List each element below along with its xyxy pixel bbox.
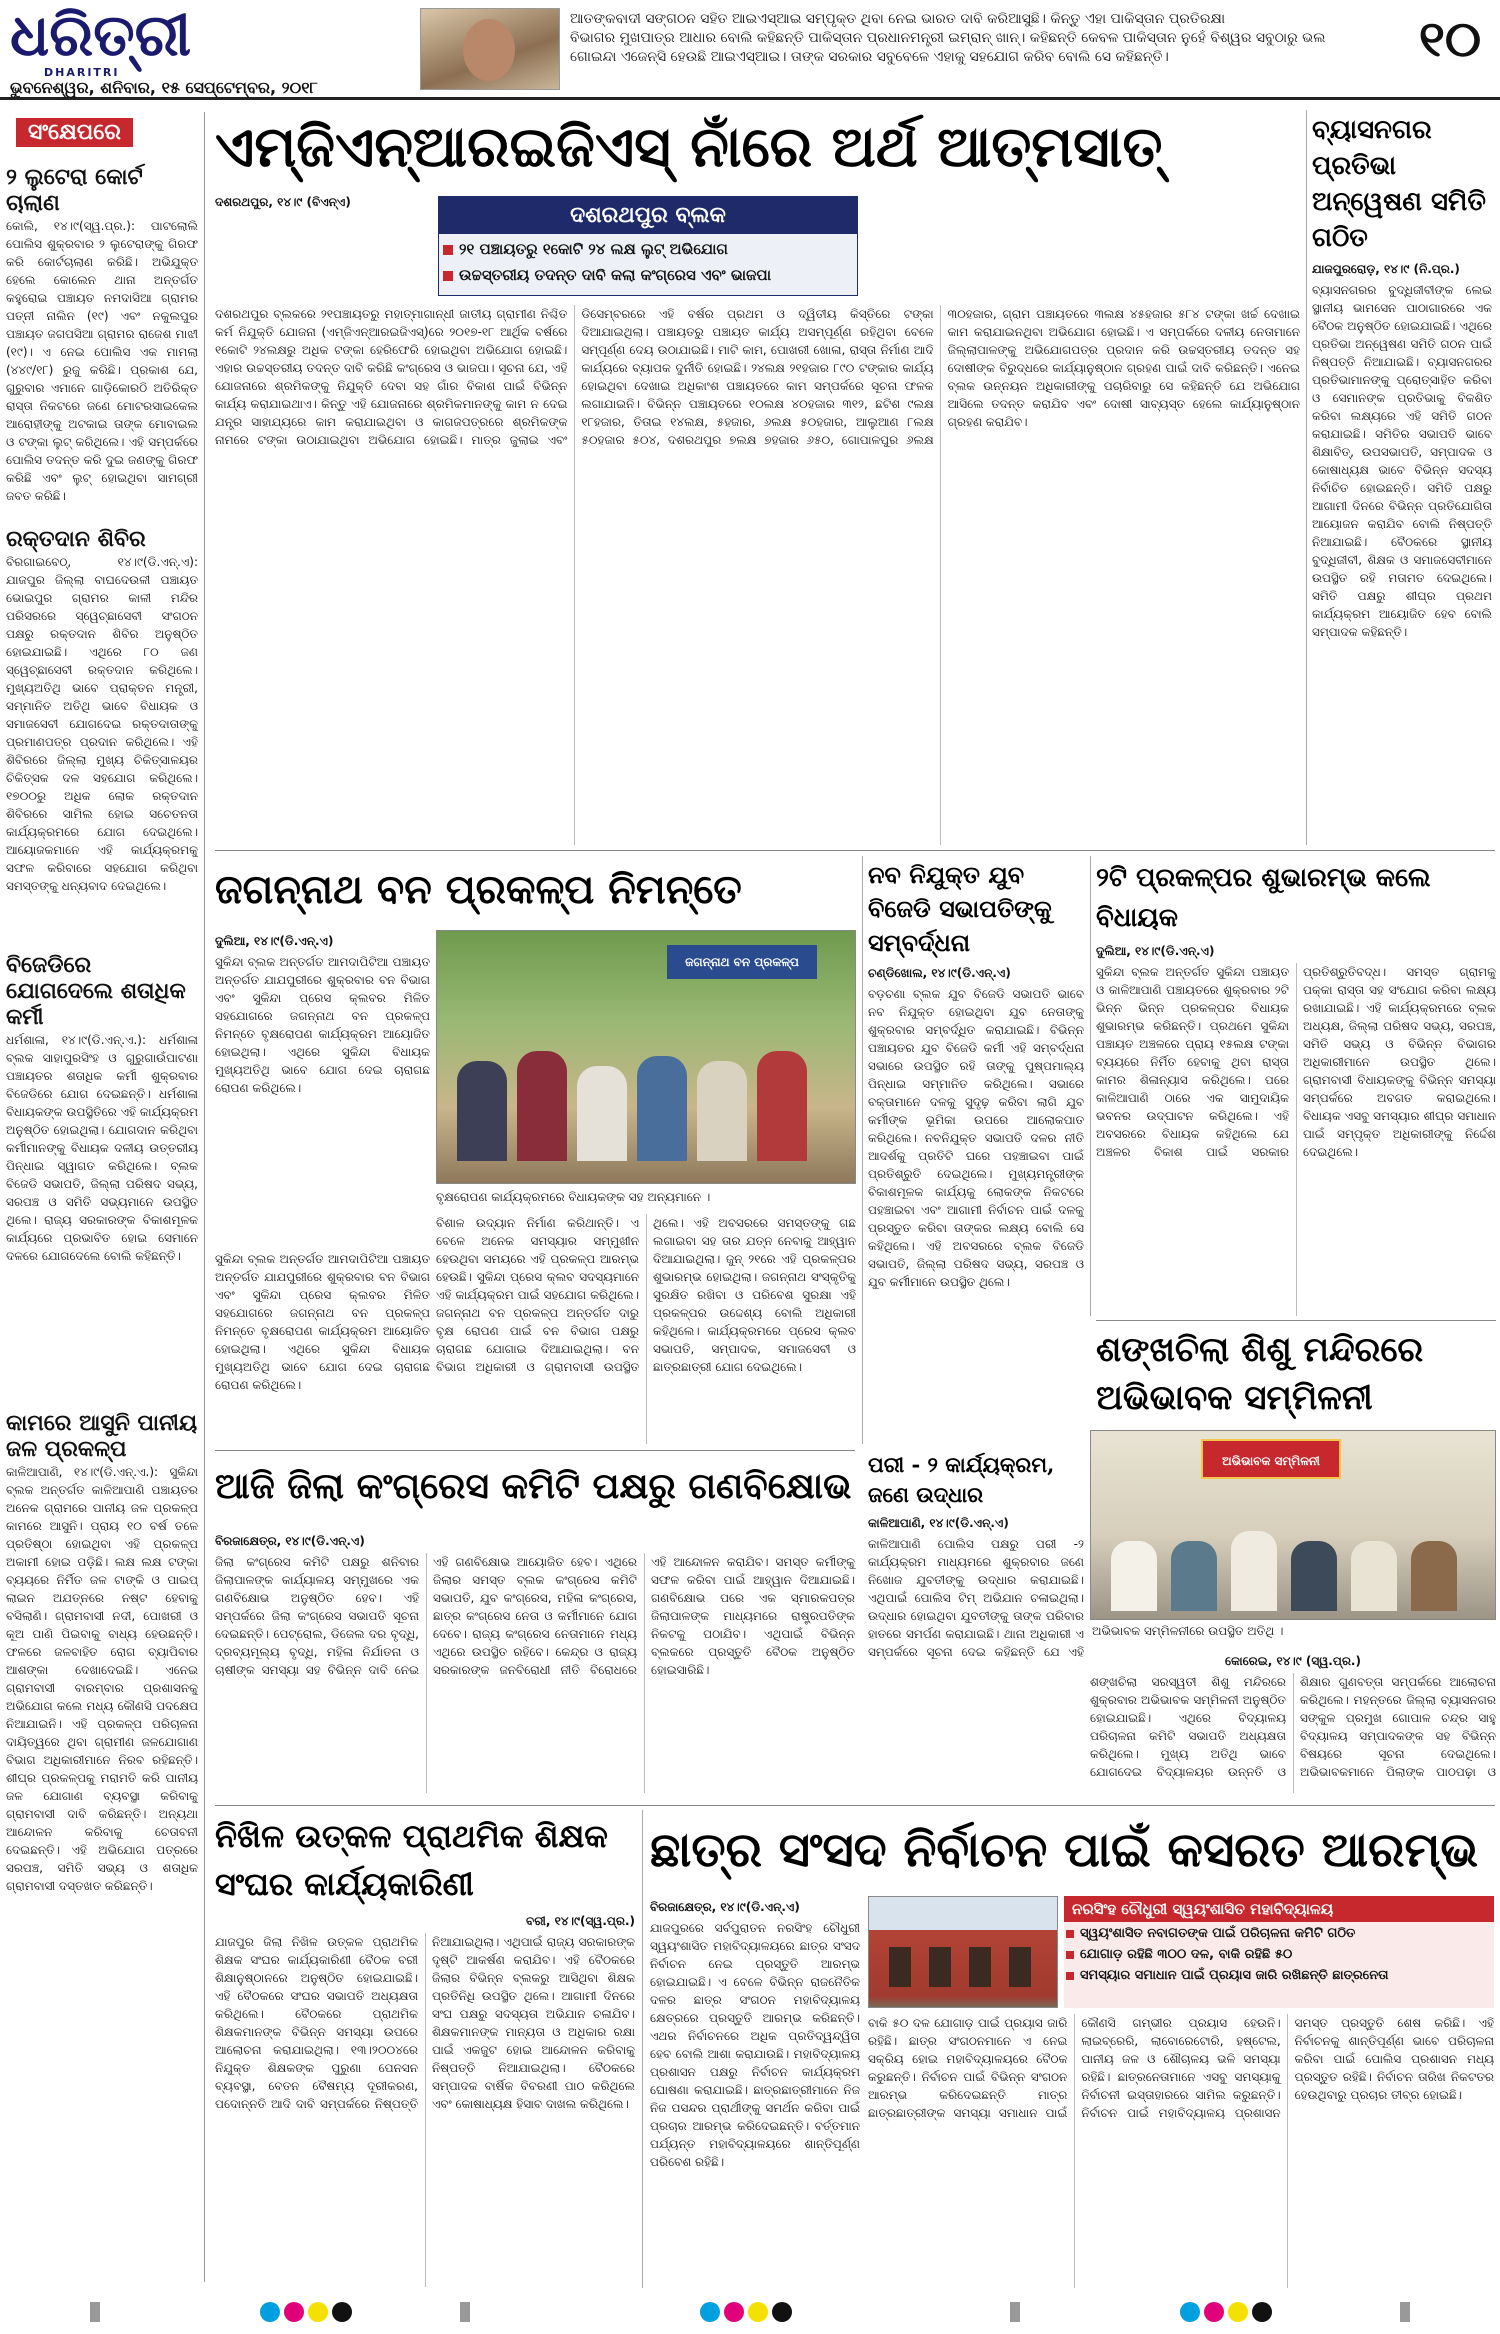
- brief-item: [6, 165, 198, 517]
- yellow-mark: [1228, 2302, 1248, 2322]
- jagannath-headline-area: [215, 858, 855, 928]
- header-news-line: ଗୋଇନ୍ଦା ଏଜେନ୍ସି ହେଉଛି ଆଇଏସ୍ଆଇ। ତାଙ୍କ ସରକାର ସବୁବେଳେ ଏହାକୁ ସହଯୋଗ କରିବ ବୋଲି ସେ କହିଛନ୍ତି।: [570, 49, 1169, 65]
- meeting-banner: ଅଭିଭାବକ ସମ୍ମିଳନୀ: [1201, 1439, 1341, 1479]
- brief-item: [6, 1411, 198, 2223]
- shanghchila-body-area: [1090, 1648, 1496, 1798]
- congress-body: ଜିଲା କଂଗ୍ରେସ କମିଟି ପକ୍ଷରୁ ଶନିବାର ଜିଲାପାଳଙ୍କ କାର୍ଯ୍ୟାଳୟ ସମ୍ମୁଖରେ ଏକ ଗଣବିକ୍ଷୋଭ ଅନୁଷ୍ଠିତ ହେବ। ଏହି ସମ୍ପର୍କରେ ଜିଲା କଂଗ୍ରେସ ସଭାପତି ସୂଚନା ଦେଇଛନ୍ତି। ପେଟ୍ରୋଲ, ଡିଜେଲ ଦର ବୃଦ୍ଧି, ଦ୍ରବ୍ୟମୂଲ୍ୟ ବୃଦ୍ଧି, ମହିଳା ନିର୍ଯାତନା ଓ ଚାଷୀଙ୍କ ସମସ୍ୟା ସହ ବିଭିନ୍ନ ଦାବି ନେଇ ଏହି ଗଣବିକ୍ଷୋଭ ଆୟୋଜିତ ହେବ। ଏଥିରେ ଜିଲାର ସମସ୍ତ ବ୍ଲକ କଂଗ୍ରେସ କମିଟି ସଭାପତି, ଯୁବ କଂଗ୍ରେସ, ମହିଳା କଂଗ୍ରେସ, ଛାତ୍ର କଂଗ୍ରେସ ନେତା ଓ କର୍ମୀମାନେ ଯୋଗ ଦେବେ। ରାଜ୍ୟ କଂଗ୍ରେସ ନେତାମାନେ ମଧ୍ୟ ଏଥିରେ ଉପସ୍ଥିତ ରହିବେ। କେନ୍ଦ୍ର ଓ ରାଜ୍ୟ ସରକାରଙ୍କ ଜନବିରୋଧୀ ନୀତି ବିରୋଧରେ ଏହି ଆନ୍ଦୋଳନ କରାଯିବ। ସମସ୍ତ କର୍ମୀଙ୍କୁ ସଫଳ କରିବା ପାଇଁ ଆହ୍ୱାନ ଦିଆଯାଇଛି। ଗଣବିକ୍ଷୋଭ ପରେ ଏକ ସ୍ମାରକପତ୍ର ଜିଲାପାଳଙ୍କ ମାଧ୍ୟମରେ ରାଷ୍ଟ୍ରପତିଙ୍କ ନିକଟକୁ ପଠାଯିବ। ଏଥିପାଇଁ ବିଭିନ୍ନ ବ୍ଲକରେ ପ୍ରସ୍ତୁତି ବୈଠକ ଅନୁଷ୍ଠିତ ହୋଇସାରିଛି।: [215, 1555, 855, 1677]
- jagannath-left-column: [215, 928, 430, 1248]
- meeting-attendees: [1091, 1541, 1496, 1620]
- bjd-headline: ନବ ନିଯୁକ୍ତ ଯୁବ ବିଜେଡି ସଭାପତିଙ୍କୁ ସମ୍ବର୍ଦ୍ଧନା: [868, 860, 1052, 957]
- lead-box-point: ଉଚ୍ଚସ୍ତରୀୟ ତଦନ୍ତ ଦାବି କଲା କଂଗ୍ରେସ ଏବଂ ଭାଜପା: [439, 260, 857, 286]
- brief-item: [6, 953, 198, 1401]
- jagannath-body-top: ସୁକିନ୍ଦା ବ୍ଲକ ଅନ୍ତର୍ଗତ ଆମଦାପିଟିଆ ପଞ୍ଚାୟତ ଅନ୍ତର୍ଗତ ଯାଯପୁରୀରେ ଶୁକ୍ରବାର ବନ ବିଭାଗ ଏବଂ ସୁକିନ୍ଦା ପ୍ରେସ କ୍ଲବର ମିଳିତ ସହଯୋଗରେ ଜଗନ୍ନାଥ ବନ ପ୍ରକଳ୍ପ ନିମନ୍ତେ ବୃକ୍ଷରୋପଣ କାର୍ଯ୍ୟକ୍ରମ ଆୟୋଜିତ ହୋଇଥିଲା। ଏଥିରେ ସୁକିନ୍ଦା ବିଧାୟକ ମୁଖ୍ୟଅତିଥି ଭାବେ ଯୋଗ ଦେଇ ଚାରାଗଛ ରୋପଣ କରିଥିଲେ।: [215, 955, 430, 1095]
- chhatra-headline-area: [650, 1812, 1495, 1892]
- newspaper-logo: [10, 1, 225, 79]
- bidhayak-headline: ୨ଟି ପ୍ରକଳ୍ପର ଶୁଭାରମ୍ଭ କଲେ ବିଧାୟକ: [1096, 863, 1431, 933]
- bjd-body: ବଡ଼ଚଣା ବ୍ଲକ ଯୁବ ବିଜେଡି ସଭାପତି ଭାବେ ନବ ନିଯୁକ୍ତ ହୋଇଥିବା ଯୁବ ନେତାଙ୍କୁ ଶୁକ୍ରବାର ସମ୍ବର୍ଦ୍ଧିତ କରାଯାଇଛି। ବିଭିନ୍ନ ପଞ୍ଚାୟତର ଯୁବ ବିଜେଡି କର୍ମୀ ଏହି ସମ୍ବର୍ଦ୍ଧନା ସଭାରେ ଉପସ୍ଥିତ ରହି ତାଙ୍କୁ ପୁଷ୍ପମାଲ୍ୟ ପିନ୍ଧାଇ ସମ୍ମାନିତ କରିଥିଲେ। ସଭାରେ ବକ୍ତାମାନେ ଦଳକୁ ସୁଦୃଢ଼ କରିବା ଲାଗି ଯୁବ କର୍ମୀଙ୍କ ଭୂମିକା ଉପରେ ଆଲୋକପାତ କରିଥିଲେ। ନବନିଯୁକ୍ତ ସଭାପତି ଦଳର ନୀତି ଆଦର୍ଶକୁ ପ୍ରତିଟି ଘରେ ପହଞ୍ଚାଇବା ପାଇଁ ପ୍ରତିଶ୍ରୁତି ଦେଇଥିଲେ। ମୁଖ୍ୟମନ୍ତ୍ରୀଙ୍କ ବିକାଶମୂଳକ କାର୍ଯ୍ୟକୁ ଲୋକଙ୍କ ନିକଟରେ ପହଞ୍ଚାଇବା ଏବଂ ଆଗାମୀ ନିର୍ବାଚନ ପାଇଁ ଦଳକୁ ପ୍ରସ୍ତୁତ କରିବା ତାଙ୍କର ଲକ୍ଷ୍ୟ ବୋଲି ସେ କହିଥିଲେ। ଏହି ଅବସରରେ ବ୍ଲକ ବିଜେଡି ସଭାପତି, ଜିଲ୍ଲା ପରିଷଦ ସଭ୍ୟ, ସରପଞ୍ଚ ଓ ଯୁବ କର୍ମୀମାନେ ଉପସ୍ଥିତ ଥିଲେ।: [868, 987, 1084, 1289]
- shikshak-story: [215, 1812, 635, 2287]
- jagannath-headline: ଜଗନ୍ନାଥ ବନ ପ୍ରକଳ୍ପ ନିମନ୍ତେ: [215, 866, 742, 913]
- jagannath-left-lower: [215, 1250, 430, 1444]
- brief-body: ବିରଗାଇବେଠ୍, ୧୪।୯(ଡି.ଏନ୍.ଏ): ଯାଜପୁର ଜିଲ୍ଲା ବାଘଦେଉଳୀ ପଞ୍ଚାୟତ ଭୋଇପୁର ଗ୍ରାମର କାଳୀ ମନ୍ଦିର ପରିସରରେ ସ୍ୱେଚ୍ଛାସେବୀ ସଂଗଠନ ପକ୍ଷରୁ ରକ୍ତଦାନ ଶିବିର ଅନୁଷ୍ଠିତ ହୋଇଯାଇଛି। ଏଥିରେ ୮୦ ଜଣ ସ୍ୱେଚ୍ଛାସେବୀ ରକ୍ତଦାନ କରିଥିଲେ। ମୁଖ୍ୟଅତିଥି ଭାବେ ପ୍ରାକ୍ତନ ମନ୍ତ୍ରୀ, ସମ୍ମାନିତ ଅତିଥି ଭାବେ ବିଧାୟକ ଓ ସମାଜସେବୀ ଯୋଗଦେଇ ରକ୍ତଦାତାଙ୍କୁ ପ୍ରମାଣପତ୍ର ପ୍ରଦାନ କରିଥିଲେ। ଏହି ଶିବିରରେ ଜିଲ୍ଲା ମୁଖ୍ୟ ଚିକିତ୍ସାଳୟର ଚିକିତ୍ସକ ଦଳ ସହଯୋଗ କରିଥିଲେ। ୧୭୦୦ରୁ ଅଧିକ ଲୋକ ରକ୍ତଦାନ ଶିବିରରେ ସାମିଲ ହୋଇ ସଚେତନତା କାର୍ଯ୍ୟକ୍ରମରେ ଯୋଗ ଦେଇଥିଲେ। ଆୟୋଜକମାନେ ଏହି କାର୍ଯ୍ୟକ୍ରମକୁ ସଫଳ କରିବାରେ ସହଯୋଗ କରିଥିବା ସମସ୍ତଙ୍କୁ ଧନ୍ୟବାଦ ଦେଇଥିଲେ।: [6, 555, 198, 893]
- brief-body: ଧର୍ମଶାଳା, ୧୪।୯(ଡି.ଏନ୍.ଏ.): ଧର୍ମଶାଳା ବ୍ଲକ ସାହାପୁରସିଂହ ଓ ଗୁରୁଗାଉଁପାଟଣା ପଞ୍ଚାୟତର ଶତାଧିକ କର୍ମୀ ଶୁକ୍ରବାର ବିଜେଡିରେ ଯୋଗ ଦେଇଛନ୍ତି। ଧର୍ମଶାଳା ବିଧାୟକଙ୍କ ଉପସ୍ଥିତିରେ ଏହି କାର୍ଯ୍ୟକ୍ରମ ଅନୁଷ୍ଠିତ ହୋଇଥିଲା। ଯୋଗଦାନ କରିଥିବା କର୍ମୀମାନଙ୍କୁ ବିଧାୟକ ଦଳୀୟ ଉତ୍ତରୀୟ ପିନ୍ଧାଇ ସ୍ୱାଗତ କରିଥିଲେ। ବ୍ଲକ ବିଜେଡି ସଭାପତି, ଜିଲ୍ଲା ପରିଷଦ ସଭ୍ୟ, ସରପଞ୍ଚ ଓ ସମିତି ସଭ୍ୟମାନେ ଉପସ୍ଥିତ ଥିଲେ। ରାଜ୍ୟ ସରକାରଙ୍କ ବିକାଶମୂଳକ କାର୍ଯ୍ୟରେ ପ୍ରଭାବିତ ହୋଇ ସେମାନେ ଦଳରେ ଯୋଗଦେଲେ ବୋଲି କହିଛନ୍ତି।: [6, 1033, 198, 1263]
- lead-headline-area: [215, 108, 1300, 190]
- bidhayak-byline: ଦୁଲିଆ, ୧୪।୯(ଡି.ଏନ୍.ଏ): [1096, 944, 1215, 958]
- briefs-sidebar: [0, 112, 205, 2282]
- bidhayak-body: ସୁକିନ୍ଦା ବ୍ଲକ ଅନ୍ତର୍ଗତ ସୁକିନ୍ଦା ପଞ୍ଚାୟତ ଓ କାଳିଆପାଣି ପଞ୍ଚାୟତରେ ଶୁକ୍ରବାର ୨ଟି ଭିନ୍ନ ଭିନ୍ନ ପ୍ରକଳ୍ପର ବିଧାୟକ ଶୁଭାରମ୍ଭ କରିଛନ୍ତି। ପ୍ରଥମେ ସୁକିନ୍ଦା ପଞ୍ଚାୟତ ଅଞ୍ଚଳରେ ପ୍ରାୟ ୧୫ଲକ୍ଷ ଟଙ୍କା ବ୍ୟୟରେ ନିର୍ମିତ ହେବାକୁ ଥିବା ରାସ୍ତା କାମର ଶିଳାନ୍ୟାସ କରିଥିଲେ। ପରେ କାଳିଆପାଣି ଠାରେ ଏକ ସାମୁଦାୟିକ ଭବନର ଉଦ୍‌ଘାଟନ କରିଥିଲେ। ଏହି ଅବସରରେ ବିଧାୟକ କହିଥିଲେ ଯେ ଅଞ୍ଚଳର ବିକାଶ ପାଇଁ ସରକାର ପ୍ରତିଶ୍ରୁତିବଦ୍ଧ। ସମସ୍ତ ଗ୍ରାମକୁ ପକ୍କା ରାସ୍ତା ସହ ସଂଯୋଗ କରିବା ଲକ୍ଷ୍ୟ ରଖାଯାଇଛି। ଏହି କାର୍ଯ୍ୟକ୍ରମରେ ବ୍ଲକ ଅଧ୍ୟକ୍ଷ, ଜିଲ୍ଲା ପରିଷଦ ସଭ୍ୟ, ସରପଞ୍ଚ, ସମିତି ସଭ୍ୟ ଓ ବିଭିନ୍ନ ବିଭାଗର ଅଧିକାରୀମାନେ ଉପସ୍ଥିତ ଥିଲେ। ଗ୍ରାମବାସୀ ବିଧାୟକଙ୍କୁ ବିଭିନ୍ନ ସମସ୍ୟା ସମ୍ପର୍କରେ ଅବଗତ କରାଇଥିଲେ। ବିଧାୟକ ଏସବୁ ସମସ୍ୟାର ଶୀଘ୍ର ସମାଧାନ ପାଇଁ ସମ୍ପୃକ୍ତ ଅଧିକାରୀଙ୍କୁ ନିର୍ଦ୍ଦେଶ ଦେଇଥିଲେ।: [1096, 965, 1496, 1159]
- crowd-silhouettes: [457, 1041, 837, 1161]
- brief-headline: ରକ୍ତଦାନ ଶିବିର: [6, 527, 146, 552]
- magenta-mark: [284, 2302, 304, 2322]
- bjd-byline: ଚଣ୍ଡିଖୋଲ, ୧୪।୯(ଡି.ଏନ୍.ଏ): [868, 966, 1011, 980]
- chhatra-factbox-point: ଯୋଗାଡ଼ ରହିଛି ୩୦୦ ଦଳ, ବାକି ରହିଛି ୫୦: [1064, 1943, 1494, 1964]
- vyasa-headline: ବ୍ୟାସନଗର ପ୍ରତିଭା ଅନ୍ୱେଷଣ ସମିତି ଗଠିତ: [1312, 115, 1486, 253]
- shikshak-byline: ବରୀ, ୧୪।୯(ସ୍ୱ.ପ୍ର.): [526, 1914, 635, 1928]
- bidhayak-story: [1096, 858, 1496, 1316]
- jagannath-body-area: [436, 1214, 856, 1444]
- magenta-mark: [724, 2302, 744, 2322]
- pari-headline: ପରୀ - ୨ କାର୍ଯ୍ୟକ୍ରମ, ଜଣେ ଉଦ୍ଧାର: [868, 1452, 1055, 1507]
- gray-mark: [460, 2302, 470, 2322]
- masthead: [0, 0, 1500, 100]
- gray-mark: [1400, 2302, 1410, 2322]
- magenta-mark: [1204, 2302, 1224, 2322]
- vyasa-body: ବ୍ୟାସନଗରର ବୁଦ୍ଧିଜୀବୀଙ୍କ ଲେଇ ସ୍ଥାନୀୟ ଭାମସେନ ପାଠାଗାରରେ ଏକ ବୈଠକ ଅନୁଷ୍ଠିତ ହୋଇଯାଇଛି। ଏଥିରେ ପ୍ରତିଭା ଅନ୍ୱେଷଣ ସମିତି ଗଠନ ପାଇଁ ନିଷ୍ପତ୍ତି ନିଆଯାଇଛି। ବ୍ୟାସନଗରର ପ୍ରତିଭାମାନଙ୍କୁ ପ୍ରୋତ୍ସାହିତ କରିବା ଓ ସେମାନଙ୍କ ପ୍ରତିଭାକୁ ବିକଶିତ କରିବା ଲକ୍ଷ୍ୟରେ ଏହି ସମିତି ଗଠନ କରାଯାଇଛି। ସମିତିର ସଭାପତି ଭାବେ ଶିକ୍ଷାବିତ୍, ଉପସଭାପତି, ସମ୍ପାଦକ ଓ କୋଷାଧ୍ୟକ୍ଷ ଭାବେ ବିଭିନ୍ନ ସଦସ୍ୟ ନିର୍ବାଚିତ ହୋଇଛନ୍ତି। ସମିତି ପକ୍ଷରୁ ଆଗାମୀ ଦିନରେ ବିଭିନ୍ନ ପ୍ରତିଯୋଗିତା ଆୟୋଜନ କରାଯିବ ବୋଲି ନିଷ୍ପତ୍ତି ନିଆଯାଇଛି। ବୈଠକରେ ସ୍ଥାନୀୟ ବୁଦ୍ଧିଜୀବୀ, ଶିକ୍ଷକ ଓ ସମାଜସେବୀମାନେ ଉପସ୍ଥିତ ରହି ମତାମତ ଦେଇଥିଲେ। ସମିତି ପକ୍ଷରୁ ଶୀଘ୍ର ପ୍ରଥମ କାର୍ଯ୍ୟକ୍ରମ ଆୟୋଜିତ ହେବ ବୋଲି ସମ୍ପାଦକ କହିଛନ୍ତି।: [1312, 283, 1492, 639]
- lead-box-title: ଦଶରଥପୁର ବ୍ଲକ: [439, 197, 857, 234]
- pari-byline: କାଳିଆପାଣି, ୧୪।୯(ଡି.ଏନ୍.ଏ): [868, 1516, 1009, 1530]
- meeting-photo: [1090, 1430, 1496, 1620]
- shanghchila-headline: ଶଙ୍ଖଚିଲା ଶିଶୁ ମନ୍ଦିରରେ ଅଭିଭାବକ ସମ୍ମିଳନୀ: [1096, 1330, 1424, 1418]
- black-mark: [332, 2302, 352, 2322]
- lead-headline: ଏମ୍‌ଜିଏନ୍‌ଆରଇଜିଏସ୍ ନାଁରେ ଅର୍ଥ ଆତ୍ମସାତ୍: [215, 114, 1163, 180]
- brief-headline: ବିଜେଡିରେ ଯୋଗଦେଲେ ଶତାଧିକ କର୍ମୀ: [6, 953, 186, 1030]
- yellow-mark: [308, 2302, 328, 2322]
- cyan-mark: [1180, 2302, 1200, 2322]
- gray-mark: [90, 2302, 100, 2322]
- briefs-tag: ସଂକ୍ଷେପରେ: [16, 118, 133, 147]
- chhatra-factbox-title: ନରସିଂହ ଚୌଧୁରୀ ସ୍ୱୟଂଶାସିତ ମହାବିଦ୍ୟାଳୟ: [1064, 1896, 1494, 1922]
- congress-story: [215, 1528, 1085, 1798]
- jagannath-body: ବିଶାଳ ଉଦ୍ୟାନ ନିର୍ମାଣ କରିଥାନ୍ତି। ଏ ବେଳେ ଅନେକ ସମସ୍ୟାର ସମ୍ମୁଖୀନ ହେଉଥିବା ସମୟରେ ଏହି ପ୍ରକଳ୍ପ ଆରମ୍ଭ ହେଉଛି। ସୁକିନ୍ଦା ପ୍ରେସ କ୍ଲବ ସଦସ୍ୟମାନେ ଏହି କାର୍ଯ୍ୟକ୍ରମ ପାଇଁ ସହଯୋଗ କରିଥିଲେ। ଜଗନ୍ନାଥ ବନ ପ୍ରକଳ୍ପ ଅନ୍ତର୍ଗତ ଦାରୁ ବୃକ୍ଷ ରୋପଣ ପାଇଁ ବନ ବିଭାଗ ପକ୍ଷରୁ ଚାରାଗଛ ଯୋଗାଇ ଦିଆଯାଇଥିଲା। ବନ ବିଭାଗ ଅଧିକାରୀ ଓ ଗ୍ରାମବାସୀ ଉପସ୍ଥିତ ଥିଲେ। ଏହି ଅବସରରେ ସମସ୍ତଙ୍କୁ ଗଛ ଲଗାଇବା ସହ ତାର ଯତ୍ନ ନେବାକୁ ଆହ୍ୱାନ ଦିଆଯାଇଥିଲା। ଜୁନ୍ ୨୧ରେ ଏହି ପ୍ରକଳ୍ପର ଶୁଭାରମ୍ଭ ହୋଇଥିଲା। ଜଗନ୍ନାଥ ସଂସ୍କୃତିକୁ ସୁରକ୍ଷିତ ରଖିବା ଓ ପରିବେଶ ସୁରକ୍ଷା ଏହି ପ୍ରକଳ୍ପର ଉଦ୍ଦେଶ୍ୟ ବୋଲି ଅଧିକାରୀ କହିଥିଲେ। କାର୍ଯ୍ୟକ୍ରମରେ ପ୍ରେସ କ୍ଲବ ସଭାପତି, ସମ୍ପାଦକ, ସମାଜସେବୀ ଓ ଛାତ୍ରଛାତ୍ରୀ ଯୋଗ ଦେଇଥିଲେ।: [436, 1216, 856, 1374]
- plantation-caption: ବୃକ୍ଷରୋପଣ କାର୍ଯ୍ୟକ୍ରମରେ ବିଧାୟକଙ୍କ ସହ ଅନ୍ୟମାନେ ।: [436, 1190, 711, 1204]
- cyan-mark: [700, 2302, 720, 2322]
- brief-headline: କାମରେ ଆସୁନି ପାନୀୟ ଜଳ ପ୍ରକଳ୍ପ: [6, 1411, 198, 1462]
- chhatra-left: [650, 1894, 860, 2288]
- brief-item: [6, 527, 198, 943]
- header-news-brief: [570, 10, 1410, 90]
- college-building-photo: [868, 1896, 1058, 2008]
- vyasa-story: [1312, 112, 1492, 845]
- cyan-mark: [260, 2302, 280, 2322]
- plantation-banner: ଜଗନ୍ନାଥ ବନ ପ୍ରକଳ୍ପ: [667, 945, 817, 979]
- header-news-line: ଆତଙ୍କବାଦୀ ସଙ୍ଗଠନ ସହିତ ଆଇଏସ୍ଆଇ ସମ୍ପୃକ୍ତ ଥିବା ନେଇ ଭାରତ ଦାବି କରିଆସୁଛି। କିନ୍ତୁ ଏହା ପାକିସ୍ତାନ ପ୍ରତିରକ୍ଷା: [570, 11, 1226, 27]
- shikshak-headline: ନିଖିଳ ଉତ୍କଳ ପ୍ରାଥମିକ ଶିକ୍ଷକ ସଂଘର କାର୍ଯ୍ୟକାରିଣୀ: [215, 1817, 608, 1903]
- lead-box-point: ୨୧ ପଞ୍ଚାୟତରୁ ୧କୋଟି ୨୪ ଲକ୍ଷ ଲୁଟ୍ ଅଭିଯୋଗ: [439, 234, 857, 260]
- chhatra-headline: ଛାତ୍ର ସଂସଦ ନିର୍ବାଚନ ପାଇଁ କସରତ ଆରମ୍ଭ: [650, 1822, 1479, 1878]
- brief-body: କାଳିଆପାଣି, ୧୪।୯(ଡି.ଏନ୍.ଏ.): ସୁକିନ୍ଦା ବ୍ଲକ ଅନ୍ତର୍ଗତ କାଳିଆପାଣି ପଞ୍ଚାୟତର ଅନେକ ଗ୍ରାମରେ ପାନୀୟ ଜଳ ପ୍ରକଳ୍ପ କାମରେ ଆସୁନି। ପ୍ରାୟ ୧୦ ବର୍ଷ ତଳେ ପ୍ରତିଷ୍ଠା ହୋଇଥିବା ଏହି ପ୍ରକଳ୍ପ ଅକାମୀ ହୋଇ ପଡ଼ିଛି। ଲକ୍ଷ ଲକ୍ଷ ଟଙ୍କା ବ୍ୟୟରେ ନିର୍ମିତ ଜଳ ଟାଙ୍କି ଓ ପାଇପ୍ ଲାଇନ ଅଯତ୍ନରେ ନଷ୍ଟ ହେବାକୁ ବସିଲାଣି। ଗ୍ରାମବାସୀ ନଦୀ, ପୋଖରୀ ଓ କୂଅ ପାଣି ପିଇବାକୁ ବାଧ୍ୟ ହେଉଛନ୍ତି। ଫଳରେ ଜଳବାହିତ ରୋଗ ବ୍ୟାପିବାର ଆଶଙ୍କା ଦେଖାଦେଇଛି। ଏନେଇ ଗ୍ରାମବାସୀ ବାରମ୍ବାର ପ୍ରଶାସନକୁ ଅଭିଯୋଗ କଲେ ମଧ୍ୟ କୌଣସି ପଦକ୍ଷେପ ନିଆଯାଇନି। ଏହି ପ୍ରକଳ୍ପ ପରିଚାଳନା ଦାୟିତ୍ୱରେ ଥିବା ଗ୍ରାମୀଣ ଜଳଯୋଗାଣ ବିଭାଗ ଅଧିକାରୀମାନେ ନିରବ ରହିଛନ୍ତି। ଶୀଘ୍ର ପ୍ରକଳ୍ପକୁ ମରାମତି କରି ପାନୀୟ ଜଳ ଯୋଗାଣ ବ୍ୟବସ୍ଥା କରିବାକୁ ଗ୍ରାମବାସୀ ଦାବି କରିଛନ୍ତି। ଅନ୍ୟଥା ଆନ୍ଦୋଳନ କରିବାକୁ ଚେତାବନୀ ଦେଇଛନ୍ତି। ଏହି ଅଭିଯୋଗ ପତ୍ରରେ ସରପଞ୍ଚ, ସମିତି ସଭ୍ୟ ଓ ଶତାଧିକ ଗ୍ରାମବାସୀ ଦସ୍ତଖତ କରିଛନ୍ତି।: [6, 1465, 198, 1893]
- page-number: ୧୦: [1418, 10, 1482, 68]
- chhatra-body-right: ବାକି ୫୦ ଦଳ ଯୋଗାଡ଼ ପାଇଁ ପ୍ରୟାସ ଜାରି ରହିଛି। ଛାତ୍ର ସଂଗଠନମାନେ ଏ ନେଇ ସକ୍ରିୟ ହୋଇ ମହାବିଦ୍ୟାଳୟରେ ବୈଠକ କରୁଛନ୍ତି। ନିର୍ବାଚନ ପାଇଁ ବିଭିନ୍ନ ସଂଗଠନ ଆରମ୍ଭ କରିଦେଇଛନ୍ତି ମାତ୍ର ଛାତ୍ରଛାତ୍ରୀଙ୍କ ସମସ୍ୟା ସମାଧାନ ପାଇଁ କୌଣସି ଗମ୍ଭୀର ପ୍ରୟାସ ହେଉନି। ଲାଇବ୍ରେରି, ଲାବୋରେଟୋରି, ହଷ୍ଟେଲ, ପାନୀୟ ଜଳ ଓ ଶୌଚାଳୟ ଭଳି ସମସ୍ୟା ରହିଛି। ଛାତ୍ରନେତାମାନେ ଏସବୁ ସମସ୍ୟାକୁ ନିର୍ବାଚନୀ ଇସ୍ତାହାରରେ ସାମିଲ କରୁଛନ୍ତି। ନିର୍ବାଚନ ପାଇଁ ମହାବିଦ୍ୟାଳୟ ପ୍ରଶାସନ ସମସ୍ତ ପ୍ରସ୍ତୁତି ଶେଷ କରିଛି। ଏହି ନିର୍ବାଚନକୁ ଶାନ୍ତିପୂର୍ଣ୍ଣ ଭାବେ ପରିଚାଳନା କରିବା ପାଇଁ ପୋଲିସ ପ୍ରଶାସନ ମଧ୍ୟ ପ୍ରସ୍ତୁତ ରହିଛି। ନିର୍ବାଚନ ତାରିଖ ନିକଟତର ହେଉଥିବାରୁ ପ୍ରଚାର ତୀବ୍ର ହୋଇଛି।: [868, 2016, 1494, 2120]
- congress-byline: ବିରଜାକ୍ଷେତ୍ର, ୧୪।୯(ଡି.ଏନ୍.ଏ): [215, 1534, 365, 1548]
- logo-mark: ଧରିତ୍ରୀ: [10, 1, 192, 69]
- black-mark: [1252, 2302, 1272, 2322]
- shikshak-body: ଯାଜପୁର ଜିଲା ନିଖିଳ ଉତ୍କଳ ପ୍ରାଥମିକ ଶିକ୍ଷକ ସଂଘର କାର୍ଯ୍ୟକାରିଣୀ ବୈଠକ ବରୀ ଶିକ୍ଷାନୁଷ୍ଠାନରେ ଅନୁଷ୍ଠିତ ହୋଇଯାଇଛି। ଏହି ବୈଠକରେ ସଂଘର ସଭାପତି ଅଧ୍ୟକ୍ଷତା କରିଥିଲେ। ବୈଠକରେ ପ୍ରାଥମିକ ଶିକ୍ଷକମାନଙ୍କ ବିଭିନ୍ନ ସମସ୍ୟା ଉପରେ ଆଲୋଚନା କରାଯାଇଥିଲା। ୧୩।୨୦୦୪ରେ ନିଯୁକ୍ତ ଶିକ୍ଷକଙ୍କ ପୁରୁଣା ପେନସନ ବ୍ୟବସ୍ଥା, ବେତନ ବୈଷମ୍ୟ ଦୂରୀକରଣ, ପଦୋନ୍ନତି ଆଦି ଦାବି ସମ୍ପର୍କରେ ନିଷ୍ପତ୍ତି ନିଆଯାଇଥିଲା। ଏଥିପାଇଁ ରାଜ୍ୟ ସରକାରଙ୍କ ଦୃଷ୍ଟି ଆକର୍ଷଣ କରାଯିବ। ଏହି ବୈଠକରେ ଜିଲାର ବିଭିନ୍ନ ବ୍ଲକରୁ ଆସିଥିବା ଶିକ୍ଷକ ପ୍ରତିନିଧି ଉପସ୍ଥିତ ଥିଲେ। ଆଗାମୀ ଦିନରେ ସଂଘ ପକ୍ଷରୁ ସଦସ୍ୟତା ଅଭିଯାନ ଚଳାଯିବ। ଶିକ୍ଷକମାନଙ୍କ ମାନ୍ୟତା ଓ ଅଧିକାର ରକ୍ଷା ପାଇଁ ଏକଜୁଟ ହୋଇ ଆନ୍ଦୋଳନ କରିବାକୁ ନିଷ୍ପତ୍ତି ନିଆଯାଇଥିଲା। ବୈଠକରେ ସମ୍ପାଦକ ବାର୍ଷିକ ବିବରଣୀ ପାଠ କରିଥିଲେ ଏବଂ କୋଷାଧ୍ୟକ୍ଷ ହିସାବ ଦାଖଲ କରିଥିଲେ।: [215, 1935, 635, 2111]
- shanghchila-byline: କୋରେଇ, ୧୪।୯ (ସ୍ୱ.ପ୍ର.): [1225, 1654, 1361, 1668]
- jagannath-byline: ଦୁଲିଆ, ୧୪।୯(ଡି.ଏନ୍.ଏ): [215, 934, 334, 948]
- shanghchila-body: ଶଙ୍ଖଚିଲା ସରସ୍ୱତୀ ଶିଶୁ ମନ୍ଦିରରେ ଶୁକ୍ରବାର ଅଭିଭାବକ ସମ୍ମିଳନୀ ଅନୁଷ୍ଠିତ ହୋଇଯାଇଛି। ଏଥିରେ ବିଦ୍ୟାଳୟ ପରିଚାଳନା କମିଟି ସଭାପତି ଅଧ୍ୟକ୍ଷତା କରିଥିଲେ। ମୁଖ୍ୟ ଅତିଥି ଭାବେ ଯୋଗଦେଇ ବିଦ୍ୟାଳୟର ଉନ୍ନତି ଓ ଶିକ୍ଷାର ଗୁଣବତ୍ତା ସମ୍ପର୍କରେ ଆଲୋଚନା କରିଥିଲେ। ମହନ୍ତରେ ଜିଲ୍ଲା ବ୍ୟାସନଗର ସଙ୍କୁଳ ପ୍ରମୁଖ ଗୋପାଳ ଚନ୍ଦ୍ର ସାହୁ ବିଦ୍ୟାଳୟ ସମ୍ପାଦକଙ୍କ ସହ ବିଭିନ୍ନ ବିଷୟରେ ସୂଚନା ଦେଇଥିଲେ। ଅଭିଭାବକମାନେ ପିଲାଙ୍କ ପାଠପଢ଼ା ଓ: [1090, 1675, 1496, 1779]
- vyasa-byline: ଯାଜପୁରରୋଡ଼, ୧୪।୯ (ନି.ପ୍ର.): [1312, 262, 1460, 276]
- brief-headline: ୨ ଲୁଟେରା କୋର୍ଟ ଚାଲାଣ: [6, 165, 143, 216]
- chhatra-factbox-point: ସ୍ୱୟଂଶାସିତ ନବାଗତଙ୍କ ପାଇଁ ପରିଚାଳନା କମିଟି ଗଠିତ: [1064, 1922, 1494, 1943]
- congress-headline-area: [215, 1456, 855, 1526]
- chhatra-body-left: ଯାଜପୁରରେ ସର୍ବପୁରାତନ ନରସିଂହ ଚୌଧୁରୀ ସ୍ୱୟଂଶାସିତ ମହାବିଦ୍ୟାଳୟରେ ଛାତ୍ର ସଂସଦ ନିର୍ବାଚନ ନେଇ ପ୍ରସ୍ତୁତି ଆରମ୍ଭ ହୋଇଯାଇଛି। ଏ ବେଳେ ବିଭିନ୍ନ ରାଜନୈତିକ ଦଳର ଛାତ୍ର ସଂଗଠନ ମହାବିଦ୍ୟାଳୟ କ୍ଷେତ୍ରରେ ପ୍ରସ୍ତୁତି ଆରମ୍ଭ କରିଛନ୍ତି। ଏଥର ନିର୍ବାଚନରେ ଅଧିକ ପ୍ରତିଦ୍ୱନ୍ଦ୍ୱିତା ହେବ ବୋଲି ଆଶା କରାଯାଉଛି। ମହାବିଦ୍ୟାଳୟ ପ୍ରଶାସନ ପକ୍ଷରୁ ନିର୍ବାଚନ କାର୍ଯ୍ୟକ୍ରମ ଘୋଷଣା କରାଯାଇଛି। ଛାତ୍ରଛାତ୍ରୀମାନେ ନିଜ ନିଜ ପସନ୍ଦର ପ୍ରାର୍ଥୀଙ୍କୁ ସମର୍ଥନ କରିବା ପାଇଁ ପ୍ରଚାର ଆରମ୍ଭ କରିଦେଇଛନ୍ତି। ବର୍ତ୍ତମାନ ପର୍ଯ୍ୟନ୍ତ ମହାବିଦ୍ୟାଳୟରେ ଶାନ୍ତିପୂର୍ଣ୍ଣ ପରିବେଶ ରହିଛି।: [650, 1921, 860, 2169]
- logo-subtitle: DHARITRI: [44, 66, 120, 79]
- gray-mark: [1010, 2302, 1020, 2322]
- print-registration-marks: [0, 2292, 1500, 2334]
- dateline: ଭୁବନେଶ୍ୱର, ଶନିବାର, ୧୫ ସେପ୍ଟେମ୍ବର, ୨୦୧୮: [10, 78, 318, 97]
- chhatra-factbox-point: ସମସ୍ୟାର ସମାଧାନ ପାଇଁ ପ୍ରୟାସ ଜାରି ରଖିଛନ୍ତି ଛାତ୍ରନେତା: [1064, 1964, 1494, 1985]
- chhatra-byline: ବିରଜାକ୍ଷେତ୍ର, ୧୪।୯(ଡି.ଏନ୍.ଏ): [650, 1900, 800, 1914]
- meeting-caption: ଅଭିଭାବକ ସମ୍ମିଳନୀରେ ଉପସ୍ଥିତ ଅତିଥି ।: [1092, 1624, 1284, 1638]
- congress-headline: ଆଜି ଜିଲା କଂଗ୍ରେସ କମିଟି ପକ୍ଷରୁ ଗଣବିକ୍ଷୋଭ: [215, 1465, 852, 1507]
- lead-body-text: ଦଶରଥପୁର ବ୍ଲକରେ ୨୧ପଞ୍ଚାୟତରୁ ମହାତ୍ମାଗାନ୍ଧୀ ଜାତୀୟ ଗ୍ରାମୀଣ ନିଶ୍ଚିତ କର୍ମ ନିଯୁକ୍ତି ଯୋଜନା (ଏମ୍‌ଜିଏନ୍‌ଆରଇଜିଏସ୍)ରେ ୨୦୧୭-୧୮ ଆର୍ଥିକ ବର୍ଷରେ ୧କୋଟି ୨୪ଲକ୍ଷରୁ ଅଧିକ ଟଙ୍କା ହେରିଫେରି ହୋଇଥିବା ଅଭିଯୋଗ ହୋଇଛି। ଏହାର ଉଚ୍ଚସ୍ତରୀୟ ତଦନ୍ତ ଦାବି କରିଛି କଂଗ୍ରେସ ଓ ଭାଜପା। ସୂଚନା ଯେ, ଏହି ଯୋଜନାରେ ଶ୍ରମିକଙ୍କୁ ନିଯୁକ୍ତି ଦେବା ସହ ଗାଁର ବିକାଶ ପାଇଁ ବିଭିନ୍ନ କାର୍ଯ୍ୟ କରାଯାଇଥାଏ। କିନ୍ତୁ ଏହି ଯୋଜନାରେ ଶ୍ରମିକମାନଙ୍କୁ କାମ ନ ଦେଇ ଯନ୍ତ୍ର ସାହାଯ୍ୟରେ କାମ କରାଯାଇଥିବା ଓ କାଗଜପତ୍ରରେ ଶ୍ରମିକଙ୍କ ନାମରେ ଟଙ୍କା ଉଠାଯାଇଥିବା ଅଭିଯୋଗ ହୋଇଛି। ମାତ୍ର ଜୁଲାଇ ଏବଂ ଡିସେମ୍ବରରେ ଏହି ବର୍ଷର ପ୍ରଥମ ଓ ଦ୍ୱିତୀୟ କିସ୍ତିରେ ଟଙ୍କା ଦିଆଯାଇଥିଲା। ପଞ୍ଚାୟତରୁ ପଞ୍ଚାୟତ କାର୍ଯ୍ୟ ଅସମ୍ପୂର୍ଣ୍ଣ ରହିଥିବା ବେଳେ ସମ୍ପୂର୍ଣ୍ଣ ଦେୟ ଉଠାଯାଇଛି। ମାଟି କାମ, ପୋଖରୀ ଖୋଳା, ରାସ୍ତା ନିର୍ମାଣ ଆଦି କାର୍ଯ୍ୟରେ ବ୍ୟାପକ ଦୁର୍ନୀତି ହୋଇଛି। ୨୪ଲକ୍ଷ ୨୧ହଜାର ୮୯୦ ଟଙ୍କାର କାର୍ଯ୍ୟ ହୋଇଥିବା ଦେଖାଇ ଅଧିକାଂଶ ପଞ୍ଚାୟତରେ କାମ ସମ୍ପର୍କରେ ସୂଚନା ଫଳକ ଲଗାଯାଇନି। ବିଭିନ୍ନ ପଞ୍ଚାୟତରେ ୧୦ଲକ୍ଷ ୪୦ହଜାର ୩୧୨, ଛଟିଶ ୯ଲକ୍ଷ ୧୮ହଜାର, ତିତାଇ ୧୪ଲକ୍ଷ, ୫ହଜାର, ୬ଲକ୍ଷ ୫୦ହଜାର, ଆଲୁଆଣ ୮ଲକ୍ଷ ୫୦ହଜାର ୫୦୪, ଦଶରଥପୁର ୭ଲକ୍ଷ ୭ହଜାର ୬୫୦, ଗୋପାଳପୁର ୬ଲକ୍ଷ ୩୦ହଜାର, ଗ୍ରାମ ପଞ୍ଚାୟତରେ ୩ଲକ୍ଷ ୪୫ହଜାର ୫୮୪ ଟଙ୍କା ଖର୍ଚ୍ଚ ଦେଖାଇ କାମ କରାଯାଇନଥିବା ଅଭିଯୋଗ ହୋଇଛି। ଏ ସମ୍ପର୍କରେ ଦଳୀୟ ନେତାମାନେ ଜିଲ୍ଲାପାଳଙ୍କୁ ଅଭିଯୋଗପତ୍ର ପ୍ରଦାନ କରି ଉଚ୍ଚସ୍ତରୀୟ ତଦନ୍ତ ସହ ଦୋଷୀଙ୍କ ବିରୁଦ୍ଧରେ କାର୍ଯ୍ୟାନୁଷ୍ଠାନ ଗ୍ରହଣ ପାଇଁ ଦାବି କରିଛନ୍ତି। ଏନେଇ ବ୍ଲକ ଉନ୍ନୟନ ଅଧିକାରୀଙ୍କୁ ପଚାରିବାରୁ ସେ କହିଛନ୍ତି ଯେ ଅଭିଯୋଗ ଆସିଲେ ତଦନ୍ତ କରାଯିବ ଏବଂ ଦୋଷୀ ସାବ୍ୟସ୍ତ ହେଲେ କାର୍ଯ୍ୟାନୁଷ୍ଠାନ ଗ୍ରହଣ କରାଯିବ।: [215, 307, 1300, 447]
- lead-byline-area: [215, 195, 435, 215]
- pari-body: କାଳିଆପାଣି ପୋଲିସ ପକ୍ଷରୁ ପରୀ -୨ କାର୍ଯ୍ୟକ୍ରମ ମାଧ୍ୟମରେ ଶୁକ୍ରବାର ଜଣେ ନିଖୋଜ ଯୁବତୀଙ୍କୁ ଉଦ୍ଧାର କରାଯାଇଛି। ଏଥିପାଇଁ ପୋଲିସ ଟିମ୍ ଅଭିଯାନ ଚଳାଇଥିଲା। ଉଦ୍ଧାର ହୋଇଥିବା ଯୁବତୀଙ୍କୁ ତାଙ୍କ ପରିବାର ହାତରେ ସମର୍ପଣ କରାଯାଇଛି। ଥାନା ଅଧିକାରୀ ଏ ସମ୍ପର୍କରେ ସୂଚନା ଦେଇ କହିଛନ୍ତି ଯେ ଏହି: [868, 1537, 1084, 1659]
- header-portrait-photo: [420, 8, 560, 90]
- chhatra-factbox: [1064, 1896, 1494, 2008]
- portrait-face-shape: [463, 19, 515, 81]
- shanghchila-headline-area: [1096, 1326, 1496, 1426]
- chhatra-right: [868, 2014, 1494, 2288]
- yellow-mark: [748, 2302, 768, 2322]
- lead-story-body: [215, 225, 1300, 845]
- jagannath-left-lower-text: ସୁକିନ୍ଦା ବ୍ଲକ ଅନ୍ତର୍ଗତ ଆମଦାପିଟିଆ ପଞ୍ଚାୟତ ଅନ୍ତର୍ଗତ ଯାଯପୁରୀରେ ଶୁକ୍ରବାର ବନ ବିଭାଗ ଏବଂ ସୁକିନ୍ଦା ପ୍ରେସ କ୍ଲବର ମିଳିତ ସହଯୋଗରେ ଜଗନ୍ନାଥ ବନ ପ୍ରକଳ୍ପ ନିମନ୍ତେ ବୃକ୍ଷରୋପଣ କାର୍ଯ୍ୟକ୍ରମ ଆୟୋଜିତ ହୋଇଥିଲା। ଏଥିରେ ସୁକିନ୍ଦା ବିଧାୟକ ମୁଖ୍ୟଅତିଥି ଭାବେ ଯୋଗ ଦେଇ ଚାରାଗଛ ରୋପଣ କରିଥିଲେ।: [215, 1252, 430, 1392]
- black-mark: [772, 2302, 792, 2322]
- header-news-line: ବିଭାଗର ମୁଖପାତ୍ର ଆଧାର ବୋଲି କହିଛନ୍ତି ପାକିସ୍ତାନ ପ୍ରଧାନମନ୍ତ୍ରୀ ଇମ୍ରାନ୍ ଖାନ୍। କହିଛନ୍ତି କେବଳ ପାକିସ୍ତାନ ନୁହେଁ ବିଶ୍ୱର ସବୁଠାରୁ ଭଲ: [570, 30, 1326, 46]
- brief-body: କୋଲି, ୧୪।୯(ସ୍ୱ.ପ୍ର.): ପାଟଲୋଲି ପୋଲିସ ଶୁକ୍ରବାର ୨ ଲୁଟେରାଙ୍କୁ ଗିରଫ କରି କୋର୍ଟଚାଲାଣ କରିଛି। ଅଭିଯୁକ୍ତ ହେଲେ କୋଲେନ ଥାନା ଅନ୍ତର୍ଗତ କହୁରୋଇ ପଞ୍ଚାୟତ ନମଦାସିଆ ଗ୍ରାମର ପତ୍ନୀ ନାଲିନ (୧୯) ଏବଂ ନକୁଲପୁର ପଞ୍ଚାୟତ ଜଗପସିଆ ଗ୍ରାମର ରାଜେଶ ମାଝୀ (୧୯)। ଏ ନେଇ ପୋଲିସ ଏକ ମାମଲା (୪୪୯/୧୮) ରୁଜୁ କରିଛି। ପ୍ରକାଶ ଯେ, ଗୁରୁବାର ଏମାନେ ଗାଡ଼ିକୋରଠି ଅତିରିକ୍ତ ରାସ୍ତା ନିକଟରେ ଜଣେ ମୋଟରସାଇକେଲ ଆରୋହୀଙ୍କୁ ଅଟକାଇ ତାଙ୍କ ମୋବାଇଲ ଓ ଟଙ୍କା ଲୁଟ୍ କରିଥିଲେ। ଏହି ସମ୍ପର୍କରେ ପୋଲିସ ତଦନ୍ତ କରି ଦୁଇ ଜଣଙ୍କୁ ଗିରଫ କରିଛି ଏବଂ ଲୁଟ୍ ହୋଇଥିବା ସାମଗ୍ରୀ ଜବତ କରିଛି।: [6, 219, 198, 503]
- lead-byline: ଦଶରଥପୁର, ୧୪।୯ (ବିଏନ୍ଏ): [215, 195, 351, 209]
- plantation-photo: [436, 930, 856, 1184]
- bjd-story: [868, 858, 1084, 1444]
